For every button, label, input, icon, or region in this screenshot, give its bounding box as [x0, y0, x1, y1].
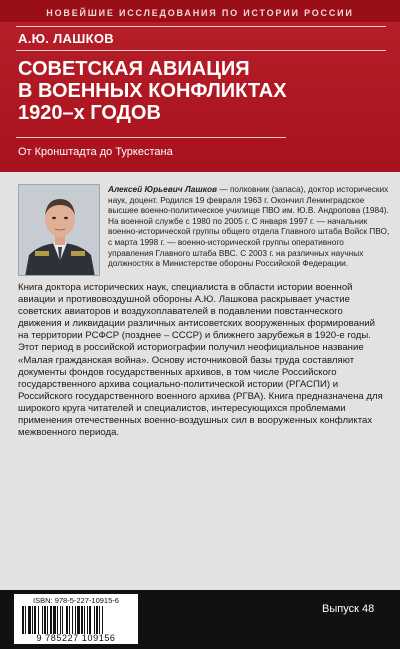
- book-title: [18, 58, 388, 124]
- author-name: А.Ю. ЛАШКОВ: [18, 31, 114, 46]
- divider: [16, 26, 386, 27]
- title-line: В ВОЕННЫХ КОНФЛИКТАХ: [18, 80, 287, 102]
- bio-body: — полковник (запаса), доктор исторических наук, доцент. Родился 19 февраля 1963 г. Окончил Ленинградское высшее военно-политическое училище ПВО им. Ю.В. Андропова (1984). На военной службе с 1980 по 2005 г. С января 1997 г. — начальник военно-исторической группы общего отдела Главного штаба Войск ПВО, с марта 1998 г. — военно-исторической группы оперативного управления Главного штаба ВВС. С 2003 г. на различных научных должностях в Министерстве обороны Российской Федерации.: [108, 184, 390, 269]
- book-description: Книга доктора исторических наук, специалиста в области истории военной авиации и противовоздушной обороны А.Ю. Лашкова раскрывает участие советских авиаторов и воздухоплавателей в подавлении повстанческого движения и ликвидации различных антисоветских вооруженных формирований на территории РСФСР (позднее – СССР) и ближнего зарубежья в 1920-е годы. Этот период в российской историографии получил неофициальное название «Малая гражданская война». Основу источниковой базы труда составляют документы фондов государственных архивов, в том числе Российского государственного архива социально-политической истории (РГАСПИ) и Российского государственного военного архива (РГВА). Книга предназначена для широкого круга читателей и специалистов, интересующихся проблемами применения отечественных военно-воздушных сил в вооруженных конфликтах межвоенного периода.: [18, 282, 383, 439]
- isbn: ISBN: 978-5-227-10915-6: [33, 596, 119, 605]
- author-bio: [18, 184, 388, 280]
- issue-number: Выпуск 48: [322, 603, 375, 615]
- barcode-number: 9 785227 109156: [36, 633, 116, 643]
- bio-author-name: Алексей Юрьевич Лашков: [108, 184, 218, 194]
- author-photo: [18, 184, 100, 276]
- portrait-image: [19, 185, 100, 276]
- barcode-image: [22, 606, 132, 634]
- series-title: НОВЕЙШИЕ ИССЛЕДОВАНИЯ ПО ИСТОРИИ РОССИИ: [46, 8, 354, 18]
- divider: [16, 50, 386, 51]
- title-line: СОВЕТСКАЯ АВИАЦИЯ: [18, 58, 250, 80]
- divider: [16, 137, 286, 138]
- book-subtitle: От Кронштадта до Туркестана: [18, 146, 173, 158]
- title-line: 1920–х ГОДОВ: [18, 102, 161, 124]
- title-band: [0, 0, 400, 172]
- bio-text: [108, 184, 390, 269]
